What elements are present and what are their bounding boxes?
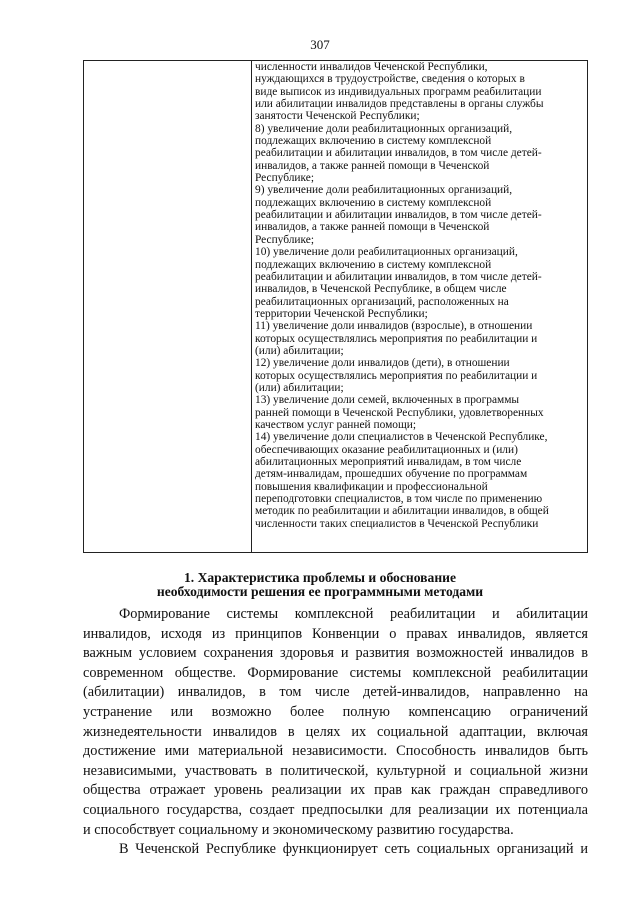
cell-line: виде выписок из индивидуальных программ реабилитации xyxy=(255,85,542,98)
cell-line: реабилитации и абилитации инвалидов, в том числе детей- xyxy=(255,147,542,160)
cell-line: Республике; xyxy=(255,172,314,185)
cell-line: Республике; xyxy=(255,233,314,246)
cell-line: 12) увеличение доли инвалидов (дети), в отношении xyxy=(255,357,510,370)
body-line: инвалидов, исходя из принципов Конвенции о правах инвалидов, является xyxy=(83,625,588,642)
cell-line: занятости Чеченской Республики; xyxy=(255,110,420,123)
cell-line: качеством услуг ранней помощи; xyxy=(255,418,416,431)
cell-line: 9) увеличение доли реабилитационных организаций, xyxy=(255,184,513,197)
body-line: достижение ими материальной независимости. Способность инвалидов быть xyxy=(83,743,588,760)
cell-line: ранней помощи в Чеченской Республики, удовлетворенных xyxy=(255,406,544,419)
cell-line: 8) увеличение доли реабилитационных организаций, xyxy=(255,122,513,135)
cell-line: 13) увеличение доли семей, включенных в программы xyxy=(255,394,520,407)
cell-line: (или) абилитации; xyxy=(255,381,344,394)
cell-line: 10) увеличение доли реабилитационных организаций, xyxy=(255,246,518,259)
cell-line: численности таких специалистов в Чеченской Республики xyxy=(255,517,539,530)
body-line: жизнедеятельности инвалидов в целях их социальной адаптации, включая xyxy=(83,723,588,740)
cell-line: инвалидов, в Чеченской Республике, в общем числе xyxy=(255,283,507,296)
table-column-divider xyxy=(251,61,252,552)
body-line: важным условием сохранения здоровья и развития возможностей инвалидов в xyxy=(83,645,588,662)
cell-line: (или) абилитации; xyxy=(255,344,344,357)
cell-line: нуждающихся в трудоустройстве, сведения о которых в xyxy=(255,73,525,86)
cell-line: подлежащих включению в систему комплексной xyxy=(255,258,492,271)
indicators-cell xyxy=(255,61,585,530)
section-heading-line: необходимости решения ее программными методами xyxy=(156,583,484,599)
cell-line: реабилитации и абилитации инвалидов, в том числе детей- xyxy=(255,270,542,283)
body-line: независимыми, участвовать в политической, культурной и социальной жизни xyxy=(83,762,588,779)
body-line: В Чеченской Республике функционирует сеть социальных организаций и xyxy=(119,841,588,858)
cell-line: повышения квалификации и профессиональной xyxy=(255,480,488,493)
page-number: 307 xyxy=(310,37,330,52)
cell-line: реабилитации и абилитации инвалидов, в том числе детей- xyxy=(255,209,542,222)
cell-line: инвалидов, а также ранней помощи в Чеченской xyxy=(255,221,490,234)
body-line: (абилитации) инвалидов, в том числе детей-инвалидов, направленно на xyxy=(83,684,588,701)
cell-line: численности инвалидов Чеченской Республики, xyxy=(255,61,488,73)
cell-line: или абилитации инвалидов представлены в органы службы xyxy=(255,98,544,111)
body-line: устранение или возможно более полную компенсацию ограничений xyxy=(83,703,588,720)
section-heading-line: 1. Характеристика проблемы и обоснование xyxy=(183,570,457,585)
cell-line: инвалидов, а также ранней помощи в Чеченской xyxy=(255,159,490,172)
cell-line: которых осуществлялись мероприятия по реабилитации и xyxy=(255,332,538,345)
cell-line: подлежащих включению в систему комплексной xyxy=(255,135,492,148)
section-heading xyxy=(0,571,640,598)
body-line: социального государства, создает предпосылки для реализации их потенциала xyxy=(83,801,588,818)
indicators-table xyxy=(83,60,588,553)
cell-line: подлежащих включению в систему комплексной xyxy=(255,196,492,209)
body-line: современном обществе. Формирование системы комплексной реабилитации xyxy=(83,664,588,681)
cell-line: которых осуществлялись мероприятия по реабилитации и xyxy=(255,369,538,382)
cell-line: 11) увеличение доли инвалидов (взрослые), в отношении xyxy=(255,320,533,333)
cell-line: территории Чеченской Республики; xyxy=(255,307,428,320)
body-line: и способствует социальному и экономическому развитию государства. xyxy=(83,821,514,838)
cell-line: 14) увеличение доли специалистов в Чеченской Республике, xyxy=(255,431,548,444)
cell-line: обеспечивающих оказание реабилитационных и (или) xyxy=(255,443,518,456)
body-line: Формирование системы комплексной реабилитации и абилитации xyxy=(119,606,588,622)
cell-line: переподготовки специалистов, в том числе по применению xyxy=(255,493,543,506)
cell-line: реабилитационных организаций, расположенных на xyxy=(255,295,509,308)
cell-line: методик по реабилитации и абилитации инвалидов, в общей xyxy=(255,505,549,518)
body-line: общества отражает уровень реализации их прав как граждан справедливого xyxy=(83,782,588,799)
cell-line: детям-инвалидам, прошедших обучение по программам xyxy=(255,468,528,481)
cell-line: абилитационных мероприятий инвалидам, в том числе xyxy=(255,456,522,468)
section-body xyxy=(83,605,588,860)
